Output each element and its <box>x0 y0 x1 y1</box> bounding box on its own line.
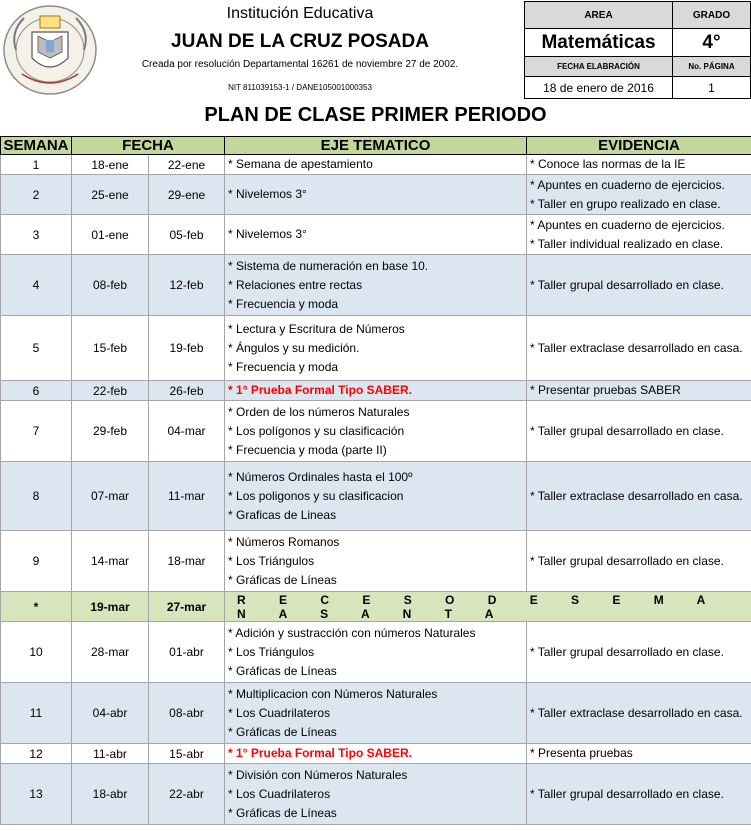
recess-text: R E C E S O D E S E M A N A S A N T A <box>237 592 720 621</box>
area-value: Matemáticas <box>525 29 673 57</box>
date-from: 18-ene <box>72 155 149 175</box>
topic-item: * Ángulos y su medición. <box>228 340 360 355</box>
table-row <box>1 622 751 683</box>
week-number: 10 <box>1 622 72 683</box>
topic-item: * Los poligonos y su clasificacion <box>228 488 404 503</box>
table-row <box>1 155 751 175</box>
date-from: 22-feb <box>72 381 149 401</box>
week-number: 1 <box>1 155 72 175</box>
topic-item: * Los Cuadrilateros <box>228 786 331 801</box>
table-row <box>1 683 751 744</box>
col-header-evidencia: EVIDENCIA <box>527 137 751 155</box>
evidence-item: * Conoce las normas de la IE <box>530 157 686 171</box>
topic-item: * 1° Prueba Formal Tipo SABER. <box>228 383 412 397</box>
topic-cell <box>225 175 527 215</box>
evidence-item: * Taller extraclase desarrollado en casa. <box>530 488 743 503</box>
evidence-item: * Taller grupal desarrollado en clase. <box>530 644 724 659</box>
week-number: 5 <box>1 316 72 381</box>
week-number: 2 <box>1 175 72 215</box>
table-row <box>1 531 751 592</box>
week-number: 9 <box>1 531 72 592</box>
topic-item: * Gráficas de Líneas <box>228 805 337 820</box>
week-number: 7 <box>1 401 72 462</box>
topic-item: * Nivelemos 3° <box>228 227 307 241</box>
date-to: 04-mar <box>149 401 225 462</box>
topic-cell <box>225 462 527 531</box>
topic-item: * Los polígonos y su clasificación <box>228 423 405 438</box>
date-from: 14-mar <box>72 531 149 592</box>
evidence-item: * Presentar pruebas SABER <box>530 383 681 397</box>
topic-item: * Gráficas de Líneas <box>228 724 337 739</box>
topic-item: * División con Números Naturales <box>228 767 408 782</box>
evidence-cell <box>527 316 751 381</box>
evidence-cell <box>527 744 751 764</box>
table-row <box>1 175 751 215</box>
topic-item: * Adición y sustracción con números Naturales <box>228 625 476 640</box>
topic-item: * Orden de los números Naturales <box>228 404 410 419</box>
topic-cell <box>225 155 527 175</box>
evidence-cell <box>527 531 751 592</box>
resolution-text: Creada por resolución Departamental 16261 de noviembre 27 de 2002. <box>141 59 459 70</box>
topic-cell <box>225 622 527 683</box>
topic-item: * Graficas de Lineas <box>228 507 337 522</box>
date-to: 22-ene <box>149 155 225 175</box>
table-row <box>1 401 751 462</box>
topic-cell <box>225 316 527 381</box>
evidence-cell <box>527 155 751 175</box>
topic-item: * Multiplicacion con Números Naturales <box>228 686 438 701</box>
col-header-fecha: FECHA <box>72 137 225 155</box>
evidence-cell <box>527 215 751 255</box>
topic-cell <box>225 531 527 592</box>
topic-cell <box>225 683 527 744</box>
table-body <box>1 155 751 825</box>
page-value: 1 <box>673 77 751 99</box>
date-to: 27-mar <box>149 592 225 622</box>
week-number: 6 <box>1 381 72 401</box>
table-row <box>1 462 751 531</box>
date-from: 08-feb <box>72 255 149 316</box>
topic-item: * Números Ordinales hasta el 100º <box>228 469 413 484</box>
topic-item: * Los Cuadrilateros <box>228 705 331 720</box>
date-from: 29-feb <box>72 401 149 462</box>
topic-item: * Frecuencia y moda <box>228 359 339 374</box>
week-number: 8 <box>1 462 72 531</box>
date-to: 05-feb <box>149 215 225 255</box>
evidence-item: * Taller grupal desarrollado en clase. <box>530 423 724 438</box>
evidence-cell <box>527 462 751 531</box>
date-to: 18-mar <box>149 531 225 592</box>
topic-item: * 1° Prueba Formal Tipo SABER. <box>228 746 412 760</box>
week-number: 11 <box>1 683 72 744</box>
date-from: 04-abr <box>72 683 149 744</box>
table-row <box>1 764 751 825</box>
date-from: 01-ene <box>72 215 149 255</box>
date-from: 18-abr <box>72 764 149 825</box>
topic-item: * Frecuencia y moda <box>228 296 339 311</box>
date-to: 26-feb <box>149 381 225 401</box>
school-name: JUAN DE LA CRUZ POSADA <box>171 31 429 52</box>
topic-item: * Los Triángulos <box>228 553 315 568</box>
topic-item: * Números Romanos <box>228 534 340 549</box>
topic-item: * Nivelemos 3° <box>228 187 307 201</box>
date-to: 12-feb <box>149 255 225 316</box>
evidence-item: * Taller en grupo realizado en clase. <box>530 196 721 211</box>
evidence-item: * Taller grupal desarrollado en clase. <box>530 553 724 568</box>
topic-cell <box>225 744 527 764</box>
week-number: * <box>1 592 72 622</box>
date-to: 01-abr <box>149 622 225 683</box>
table-header-row <box>1 137 751 155</box>
evidence-item: * Taller grupal desarrollado en clase. <box>530 786 724 801</box>
topic-item: * Los Triángulos <box>228 644 315 659</box>
date-from: 07-mar <box>72 462 149 531</box>
date-from: 28-mar <box>72 622 149 683</box>
date-from: 15-feb <box>72 316 149 381</box>
evidence-cell <box>527 401 751 462</box>
recess-label <box>225 592 751 622</box>
table-row <box>1 744 751 764</box>
topic-item: * Frecuencia y moda (parte II) <box>228 442 387 457</box>
evidence-cell <box>527 381 751 401</box>
grade-value: 4° <box>673 29 751 57</box>
topic-cell <box>225 401 527 462</box>
document-header <box>0 0 751 102</box>
topic-item: * Sistema de numeración en base 10. <box>228 258 429 273</box>
date-from: 11-abr <box>72 744 149 764</box>
evidence-item: * Taller grupal desarrollado en clase. <box>530 277 724 292</box>
topic-item: * Lectura y Escritura de Números <box>228 321 405 336</box>
evidence-cell <box>527 683 751 744</box>
date-from: 19-mar <box>72 592 149 622</box>
evidence-item: * Apuntes en cuaderno de ejercicios. <box>530 217 725 232</box>
topic-item: * Relaciones entre rectas <box>228 277 363 292</box>
evidence-item: * Presenta pruebas <box>530 746 633 760</box>
school-crest-logo <box>2 2 98 98</box>
col-header-eje: EJE TEMATICO <box>225 137 527 155</box>
table-row <box>1 215 751 255</box>
date-to: 11-mar <box>149 462 225 531</box>
topic-cell <box>225 764 527 825</box>
week-number: 3 <box>1 215 72 255</box>
evidence-item: * Taller extraclase desarrollado en casa. <box>530 340 743 355</box>
evidence-cell <box>527 764 751 825</box>
evidence-cell <box>527 255 751 316</box>
col-header-semana: SEMANA <box>1 137 72 155</box>
page-label: No. PÁGINA <box>673 57 751 77</box>
topic-item: * Gráficas de Líneas <box>228 663 337 678</box>
topic-cell <box>225 215 527 255</box>
evidence-cell <box>527 622 751 683</box>
evidence-item: * Apuntes en cuaderno de ejercicios. <box>530 177 725 192</box>
evidence-item: * Taller extraclase desarrollado en casa. <box>530 705 743 720</box>
topic-item: * Gráficas de Líneas <box>228 572 337 587</box>
nit-dane-text: NIT 811039153-1 / DANE105001000353 <box>228 83 372 92</box>
week-number: 12 <box>1 744 72 764</box>
area-label: AREA <box>525 2 673 29</box>
date-to: 19-feb <box>149 316 225 381</box>
week-number: 4 <box>1 255 72 316</box>
topic-cell <box>225 255 527 316</box>
date-to: 29-ene <box>149 175 225 215</box>
date-label: FECHA ELABRACIÓN <box>525 57 673 77</box>
grade-label: GRADO <box>673 2 751 29</box>
evidence-cell <box>527 175 751 215</box>
table-row <box>1 381 751 401</box>
date-value: 18 de enero de 2016 <box>525 77 673 99</box>
lesson-plan-table <box>0 136 751 825</box>
table-row <box>1 316 751 381</box>
topic-item: * Semana de apestamiento <box>228 157 373 171</box>
date-to: 22-abr <box>149 764 225 825</box>
institution-label: Institución Educativa <box>226 5 374 22</box>
plan-title: PLAN DE CLASE PRIMER PERIODO <box>204 104 547 126</box>
document-info-box <box>524 1 751 99</box>
date-to: 08-abr <box>149 683 225 744</box>
date-to: 15-abr <box>149 744 225 764</box>
table-row <box>1 255 751 316</box>
topic-cell <box>225 381 527 401</box>
date-from: 25-ene <box>72 175 149 215</box>
evidence-item: * Taller individual realizado en clase. <box>530 236 724 251</box>
recess-row <box>1 592 751 622</box>
week-number: 13 <box>1 764 72 825</box>
